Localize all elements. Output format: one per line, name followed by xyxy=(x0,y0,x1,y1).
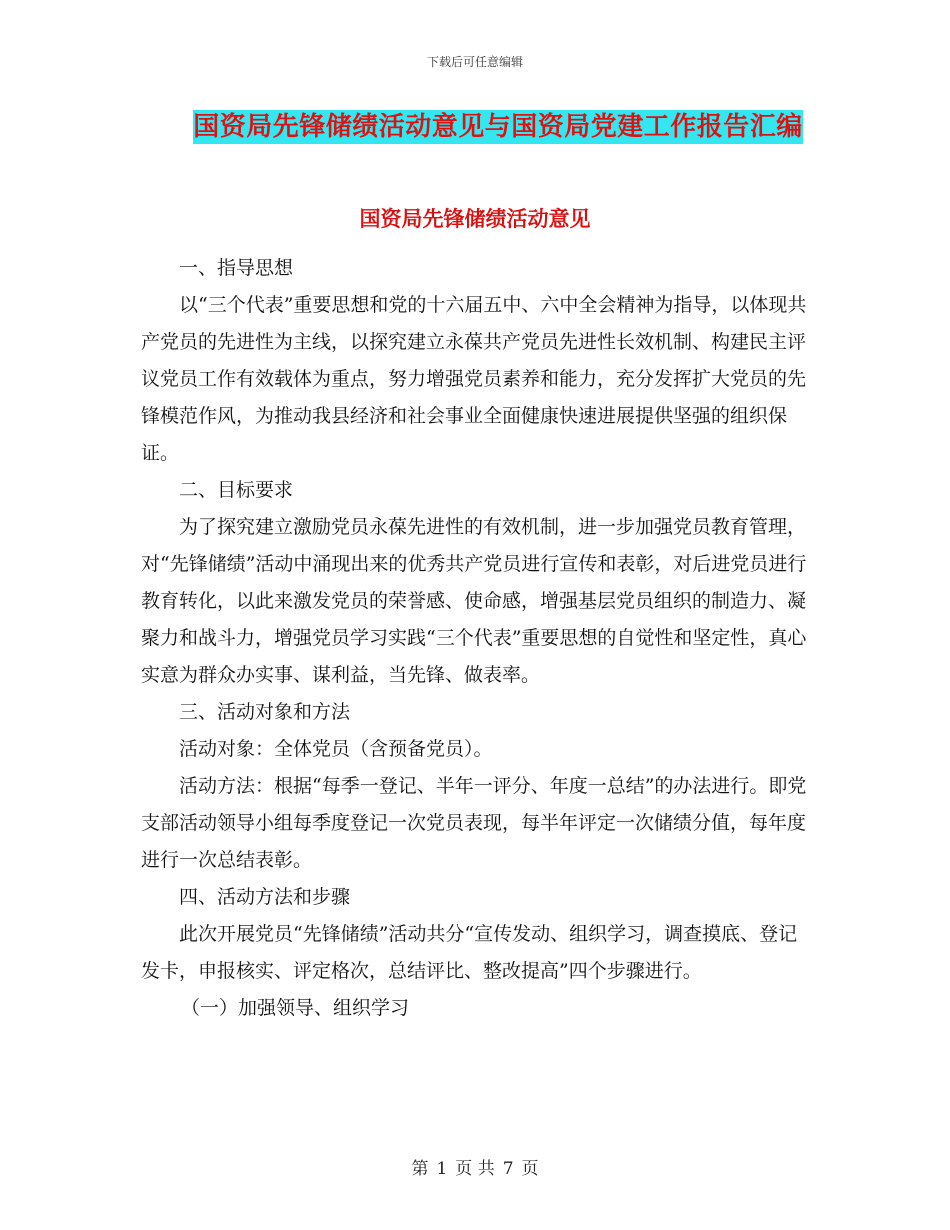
footer-suffix: 页 xyxy=(521,1159,539,1179)
document-body xyxy=(141,250,811,1027)
footer-middle: 页 共 xyxy=(455,1159,495,1179)
subsection-heading: （一）加强领导、组织学习 xyxy=(181,997,410,1019)
paragraph: 活动方法：根据“每季一登记、半年一评分、年度一总结”的办法进行。即党支部活动领导小组每季度登记一次党员表现，每半年评定一次储绩分值，每年度进行一次总结表彰。 xyxy=(141,775,807,871)
header-note: 下载后可任意编辑 xyxy=(426,55,523,69)
section-heading-steps: 四、活动方法和步骤 xyxy=(179,886,351,908)
footer-page-number: 1 xyxy=(436,1159,448,1179)
paragraph: 为了探究建立激励党员永葆先进性的有效机制，进一步加强党员教育管理，对“先锋储绩”活动中涌现出来的优秀共产党员进行宣传和表彰，对后进党员进行教育转化，以此来激发党员的荣誉感、使命感，增强基层党员组织的制造力、凝聚力和战斗力，增强党员学习实践“三个代表”重要思想的自觉性和坚定性，真心实意为群众办实事、谋利益，当先锋、做表率。 xyxy=(141,516,807,686)
section-heading-goals: 二、目标要求 xyxy=(179,479,294,501)
document-main-title: 国资局先锋储绩活动意见与国资局党建工作报告汇编 xyxy=(193,112,803,142)
paragraph: 此次开展党员“先锋储绩”活动共分“宣传发动、组织学习，调查摸底、登记发卡，申报核实、评定格次，总结评比、整改提高”四个步骤进行。 xyxy=(141,923,798,982)
paragraph: 以“三个代表”重要思想和党的十六届五中、六中全会精神为指导，以体现共产党员的先进性为主线，以探究建立永葆共产党员先进性长效机制、构建民主评议党员工作有效载体为重点，努力增强党员素养和能力，充分发挥扩大党员的先锋模范作风，为推动我县经济和社会事业全面健康快速进展提供坚强的组织保证。 xyxy=(141,294,807,464)
document-sub-title: 国资局先锋储绩活动意见 xyxy=(359,207,591,231)
paragraph: 活动对象：全体党员（含预备党员）。 xyxy=(179,738,493,760)
page-footer xyxy=(0,1154,950,1179)
footer-total-pages: 7 xyxy=(502,1159,514,1179)
section-heading-targets-methods: 三、活动对象和方法 xyxy=(179,701,351,723)
section-heading-guiding-thought: 一、指导思想 xyxy=(179,257,294,279)
footer-prefix: 第 xyxy=(411,1159,429,1179)
